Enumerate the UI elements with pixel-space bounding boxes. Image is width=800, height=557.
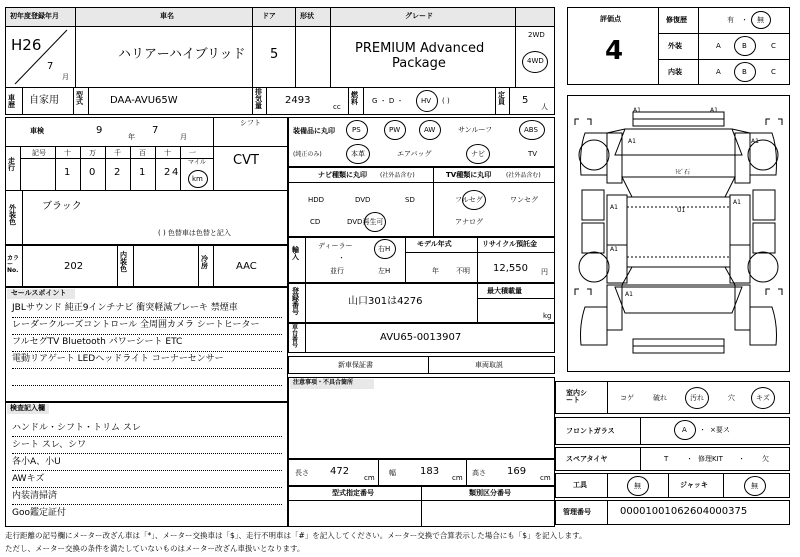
navi-dvd-play: DVD再生可 xyxy=(347,218,384,226)
mileage-km: km xyxy=(192,175,203,183)
spare-dot2: ・ xyxy=(738,455,745,463)
model-year-label: モデル年式 xyxy=(417,240,452,248)
exterior-grade-b: B xyxy=(742,42,747,50)
height-unit: cm xyxy=(540,474,551,482)
first-row xyxy=(5,26,555,88)
seat-tear: 破れ xyxy=(653,394,667,402)
recycle-unit: 円 xyxy=(541,268,548,276)
repair-no: 無 xyxy=(757,16,764,24)
first-reg-month: 7 xyxy=(47,61,54,72)
exterior-color-value: ブラック xyxy=(42,201,82,212)
height-value: 169 xyxy=(507,466,527,477)
inspection-note-3: 各小A、小U xyxy=(12,457,61,467)
import-label: 輸入 xyxy=(292,246,299,261)
chassis-label: 車台番号 xyxy=(292,324,299,349)
length-value: 472 xyxy=(330,466,350,477)
equip-abs: ABS xyxy=(524,126,538,134)
equip-sunroof: サンルーフ xyxy=(458,126,493,134)
ac-value: AAC xyxy=(236,261,257,272)
digit-label-0: 十 xyxy=(64,149,71,157)
interior-grade-a: A xyxy=(716,68,721,76)
seat-hole: 穴 xyxy=(728,394,735,402)
capacity-label: 定員 xyxy=(498,91,505,106)
header-row xyxy=(5,7,555,27)
seat-scratch: キズ xyxy=(756,394,770,402)
inspection-note-4: AWキズ xyxy=(12,474,45,484)
grade-label: グレード xyxy=(405,12,433,20)
length-label: 長さ xyxy=(295,469,309,477)
capacity-unit: 人 xyxy=(541,103,548,111)
jack-value: 無 xyxy=(751,482,758,490)
navi-sd: SD xyxy=(405,196,415,204)
import-parallel: 並行 xyxy=(330,267,344,275)
equip-aw: AW xyxy=(424,126,436,134)
inspection-month-unit: 月 xyxy=(180,133,187,141)
inspection-note-5: 内装清掃済 xyxy=(12,491,58,501)
equip-airbag: エアバッグ xyxy=(397,150,432,158)
digit-3: 1 xyxy=(139,167,146,178)
footer-line2: ただし、メーター交換の条件を満たしていないものはメーター改ざん車扱いとなります。 xyxy=(5,544,305,553)
car-diagram xyxy=(567,95,790,372)
inspection-month: 7 xyxy=(152,125,159,136)
max-load-unit: kg xyxy=(543,312,552,320)
model-year-value: 不明 xyxy=(456,267,470,275)
shift-label: シフト xyxy=(240,119,261,127)
tv-oneseg: ワンセグ xyxy=(510,196,538,204)
tv-label: TV種類に丸印 xyxy=(446,171,492,179)
sales-point-2: レーダークルーズコントロール 全周囲カメラ シートヒーター xyxy=(12,320,260,330)
usage-label: 車歴 xyxy=(8,94,15,109)
digit-1: 0 xyxy=(89,167,96,178)
import-dealer: ディーラー xyxy=(318,242,353,250)
door-count: 5 xyxy=(270,47,279,62)
interior-grade-label: 内装 xyxy=(668,68,682,76)
diagram-mark-u1: U1 xyxy=(677,207,686,214)
diagram-mark-a1-8: A1 xyxy=(733,199,741,206)
navi-label: ナビ種類に丸印 xyxy=(318,171,367,179)
inspection-note-1: ハンドル・シフト・トリム スレ xyxy=(12,423,141,433)
grade-line2: Package xyxy=(392,56,446,71)
width-value: 183 xyxy=(420,466,440,477)
interior-grade-b: B xyxy=(742,68,747,76)
width-unit: cm xyxy=(452,474,463,482)
usage-value: 自家用 xyxy=(29,95,59,106)
color-no-label: カラーNo. xyxy=(7,255,20,274)
digit-0: 1 xyxy=(64,167,71,178)
tv-analog: アナログ xyxy=(455,218,483,226)
max-load-label: 最大積載量 xyxy=(487,287,522,295)
tools-value: 無 xyxy=(634,482,641,490)
drive-2wd: 2WD xyxy=(528,31,545,39)
fuel-label: 燃料 xyxy=(351,91,358,106)
navi-hdd: HDD xyxy=(308,196,325,204)
displacement-value: 2493 xyxy=(285,95,311,106)
warranty-row xyxy=(288,356,555,374)
model-value: DAA-AVU65W xyxy=(110,95,178,106)
width-label: 幅 xyxy=(389,469,396,477)
door-label: ドア xyxy=(262,12,276,20)
manual: 車両取説 xyxy=(475,361,503,369)
model-year-unit: 年 xyxy=(432,267,439,275)
exterior-color-label: 外装色 xyxy=(9,204,16,226)
diagram-mark-a1-1: A1 xyxy=(633,107,641,114)
capacity-value: 5 xyxy=(522,95,529,106)
seat-koge: コゲ xyxy=(620,394,634,402)
diagram-mark-hood: ﾄﾋﾞ石 xyxy=(675,169,691,176)
fuel-options: G ・ D ・ xyxy=(372,97,404,105)
sales-points-label: セールスポイント xyxy=(11,289,67,297)
equip-tv: TV xyxy=(528,150,538,158)
seat-stain: 汚れ xyxy=(690,394,704,402)
class-no-label: 類別区分番号 xyxy=(469,489,511,497)
digit-label-1: 万 xyxy=(89,149,96,157)
digit-4: 2 xyxy=(164,167,171,178)
displacement-unit: cc xyxy=(333,103,341,111)
digit-label-4: 十 xyxy=(164,149,171,157)
new-warranty: 新車保証書 xyxy=(338,361,373,369)
digit-label-5: 一 xyxy=(189,149,196,157)
inspection-notes-label: 検査記入欄 xyxy=(10,404,45,412)
diagram-mark-a1-6: A1 xyxy=(610,246,618,253)
inspection-note-2: シート スレ、シワ xyxy=(12,440,87,450)
exterior-grade-label: 外装 xyxy=(668,42,682,50)
notes-block xyxy=(288,377,555,459)
navi-dvd: DVD xyxy=(355,196,371,204)
fuel-paren: ( ) xyxy=(442,97,450,105)
exterior-grade-a: A xyxy=(716,42,721,50)
spare-none: 欠 xyxy=(762,455,769,463)
navi-cd: CD xyxy=(310,218,321,226)
import-dot: ・ xyxy=(338,254,345,262)
rating-label: 評価点 xyxy=(600,15,621,23)
diagram-mark-a1-7: A1 xyxy=(625,291,633,298)
digit-label-2: 千 xyxy=(114,149,121,157)
exterior-grade-c: C xyxy=(771,42,776,50)
digit-label-3: 百 xyxy=(139,149,146,157)
spare-dot1: ・ xyxy=(686,455,693,463)
length-unit: cm xyxy=(364,474,375,482)
recycle-label: リサイクル預託金 xyxy=(482,240,538,248)
windshield-label: フロントガラス xyxy=(566,427,615,435)
digit-5: 4 xyxy=(172,167,179,178)
tv-fullseg: フルセグ xyxy=(455,196,483,204)
ac-label: 冷房 xyxy=(201,255,208,270)
equip-navi: ナビ xyxy=(471,150,485,158)
spare-label: スペアタイヤ xyxy=(566,455,608,463)
plate-label: 登録番号 xyxy=(292,287,299,316)
jack-label: ジャッキ xyxy=(680,481,708,489)
equipment-label: 装備品に丸印 xyxy=(293,127,335,135)
digit-2: 2 xyxy=(114,167,121,178)
recycle-value: 12,550 xyxy=(493,263,528,274)
interior-grade-c: C xyxy=(771,68,776,76)
inspection-note-6: Goo鑑定証付 xyxy=(12,508,66,518)
shape-label: 形状 xyxy=(300,12,314,20)
windshield-dot: ・ xyxy=(699,426,706,434)
mileage-sublabel: 記号 xyxy=(32,149,46,157)
management-label: 管理番号 xyxy=(563,508,591,516)
equipment-sublabel: (純正のみ) xyxy=(293,151,322,158)
sales-point-3: フルセグTV Bluetooth パワーシート ETC xyxy=(12,337,183,347)
import-left: 左H xyxy=(378,267,391,275)
first-reg-year: H26 xyxy=(11,36,42,54)
tools-label: 工具 xyxy=(573,481,587,489)
model-label: 型式 xyxy=(76,91,83,106)
navi-sub: (社外品含む) xyxy=(380,172,415,179)
sales-point-1: JBLサウンド 純正9インチナビ 衝突軽減ブレーキ 禁煙車 xyxy=(12,303,238,313)
exterior-color-block xyxy=(5,190,288,245)
tv-sub: (社外品含む) xyxy=(506,172,541,179)
equip-ps: PS xyxy=(352,126,361,134)
equip-leather: 本革 xyxy=(351,150,365,158)
inspection-year-unit: 年 xyxy=(128,133,135,141)
import-right: 右H xyxy=(378,245,391,253)
mileage-label: 走行 xyxy=(8,157,15,172)
windshield-x: ×要ス xyxy=(710,426,730,434)
exterior-color-note: ( ) 色替車は色替と記入 xyxy=(158,229,231,237)
windshield-a: A xyxy=(682,426,687,434)
diagram-mark-a1-4: A1 xyxy=(751,138,759,145)
interior-color-label: 内装色 xyxy=(120,251,127,273)
rating-value: 4 xyxy=(605,36,624,66)
inspection-year: 9 xyxy=(96,125,103,136)
diagram-mark-a1-3: A1 xyxy=(628,138,636,145)
repair-label: 修復歴 xyxy=(666,16,687,24)
shift-value: CVT xyxy=(233,153,259,168)
type-no-label: 型式指定番号 xyxy=(332,489,374,497)
car-name-label: 車名 xyxy=(160,12,174,20)
repair-dot: ・ xyxy=(741,16,748,24)
management-value: 00001001062604000375 xyxy=(620,506,748,517)
fuel-hv: HV xyxy=(421,97,432,105)
first-reg-label: 初年度登録年月 xyxy=(10,12,59,20)
footer-line1: 走行距離の記号欄にメーター改ざん車は「*」、メーター交換車は「$」、走行不明車は「#」を記入してください。メーター交換で合算表示した場合にも「$」を記入します。 xyxy=(5,531,587,540)
chassis-value: AVU65-0013907 xyxy=(380,332,462,343)
displacement-label: 排気量 xyxy=(255,88,262,110)
height-label: 高さ xyxy=(472,469,486,477)
diagram-mark-a1-5: A1 xyxy=(610,204,618,211)
plate-value: 山口301は4276 xyxy=(348,296,423,307)
drive-4wd: 4WD xyxy=(527,57,544,65)
diagram-mark-a1-2: A1 xyxy=(710,107,718,114)
inspection-label: 車検 xyxy=(30,127,44,135)
spare-t: T xyxy=(664,455,669,463)
sales-point-4: 電動リアゲート LEDヘッドライト コーナーセンサー xyxy=(12,354,224,364)
seat-label: 室内シート xyxy=(566,389,587,404)
grade-line1: PREMIUM Advanced xyxy=(355,41,485,56)
equip-pw: PW xyxy=(389,126,401,134)
mileage-mile: マイル xyxy=(188,159,206,166)
spare-kit: 修理KIT xyxy=(698,455,723,463)
car-name: ハリアーハイブリッド xyxy=(118,47,246,62)
first-reg-month-unit: 月 xyxy=(62,73,69,81)
repair-yes: 有 xyxy=(727,16,734,24)
notes-label: 注意事項・不具合箇所 xyxy=(293,379,354,386)
color-no-value: 202 xyxy=(64,261,84,272)
